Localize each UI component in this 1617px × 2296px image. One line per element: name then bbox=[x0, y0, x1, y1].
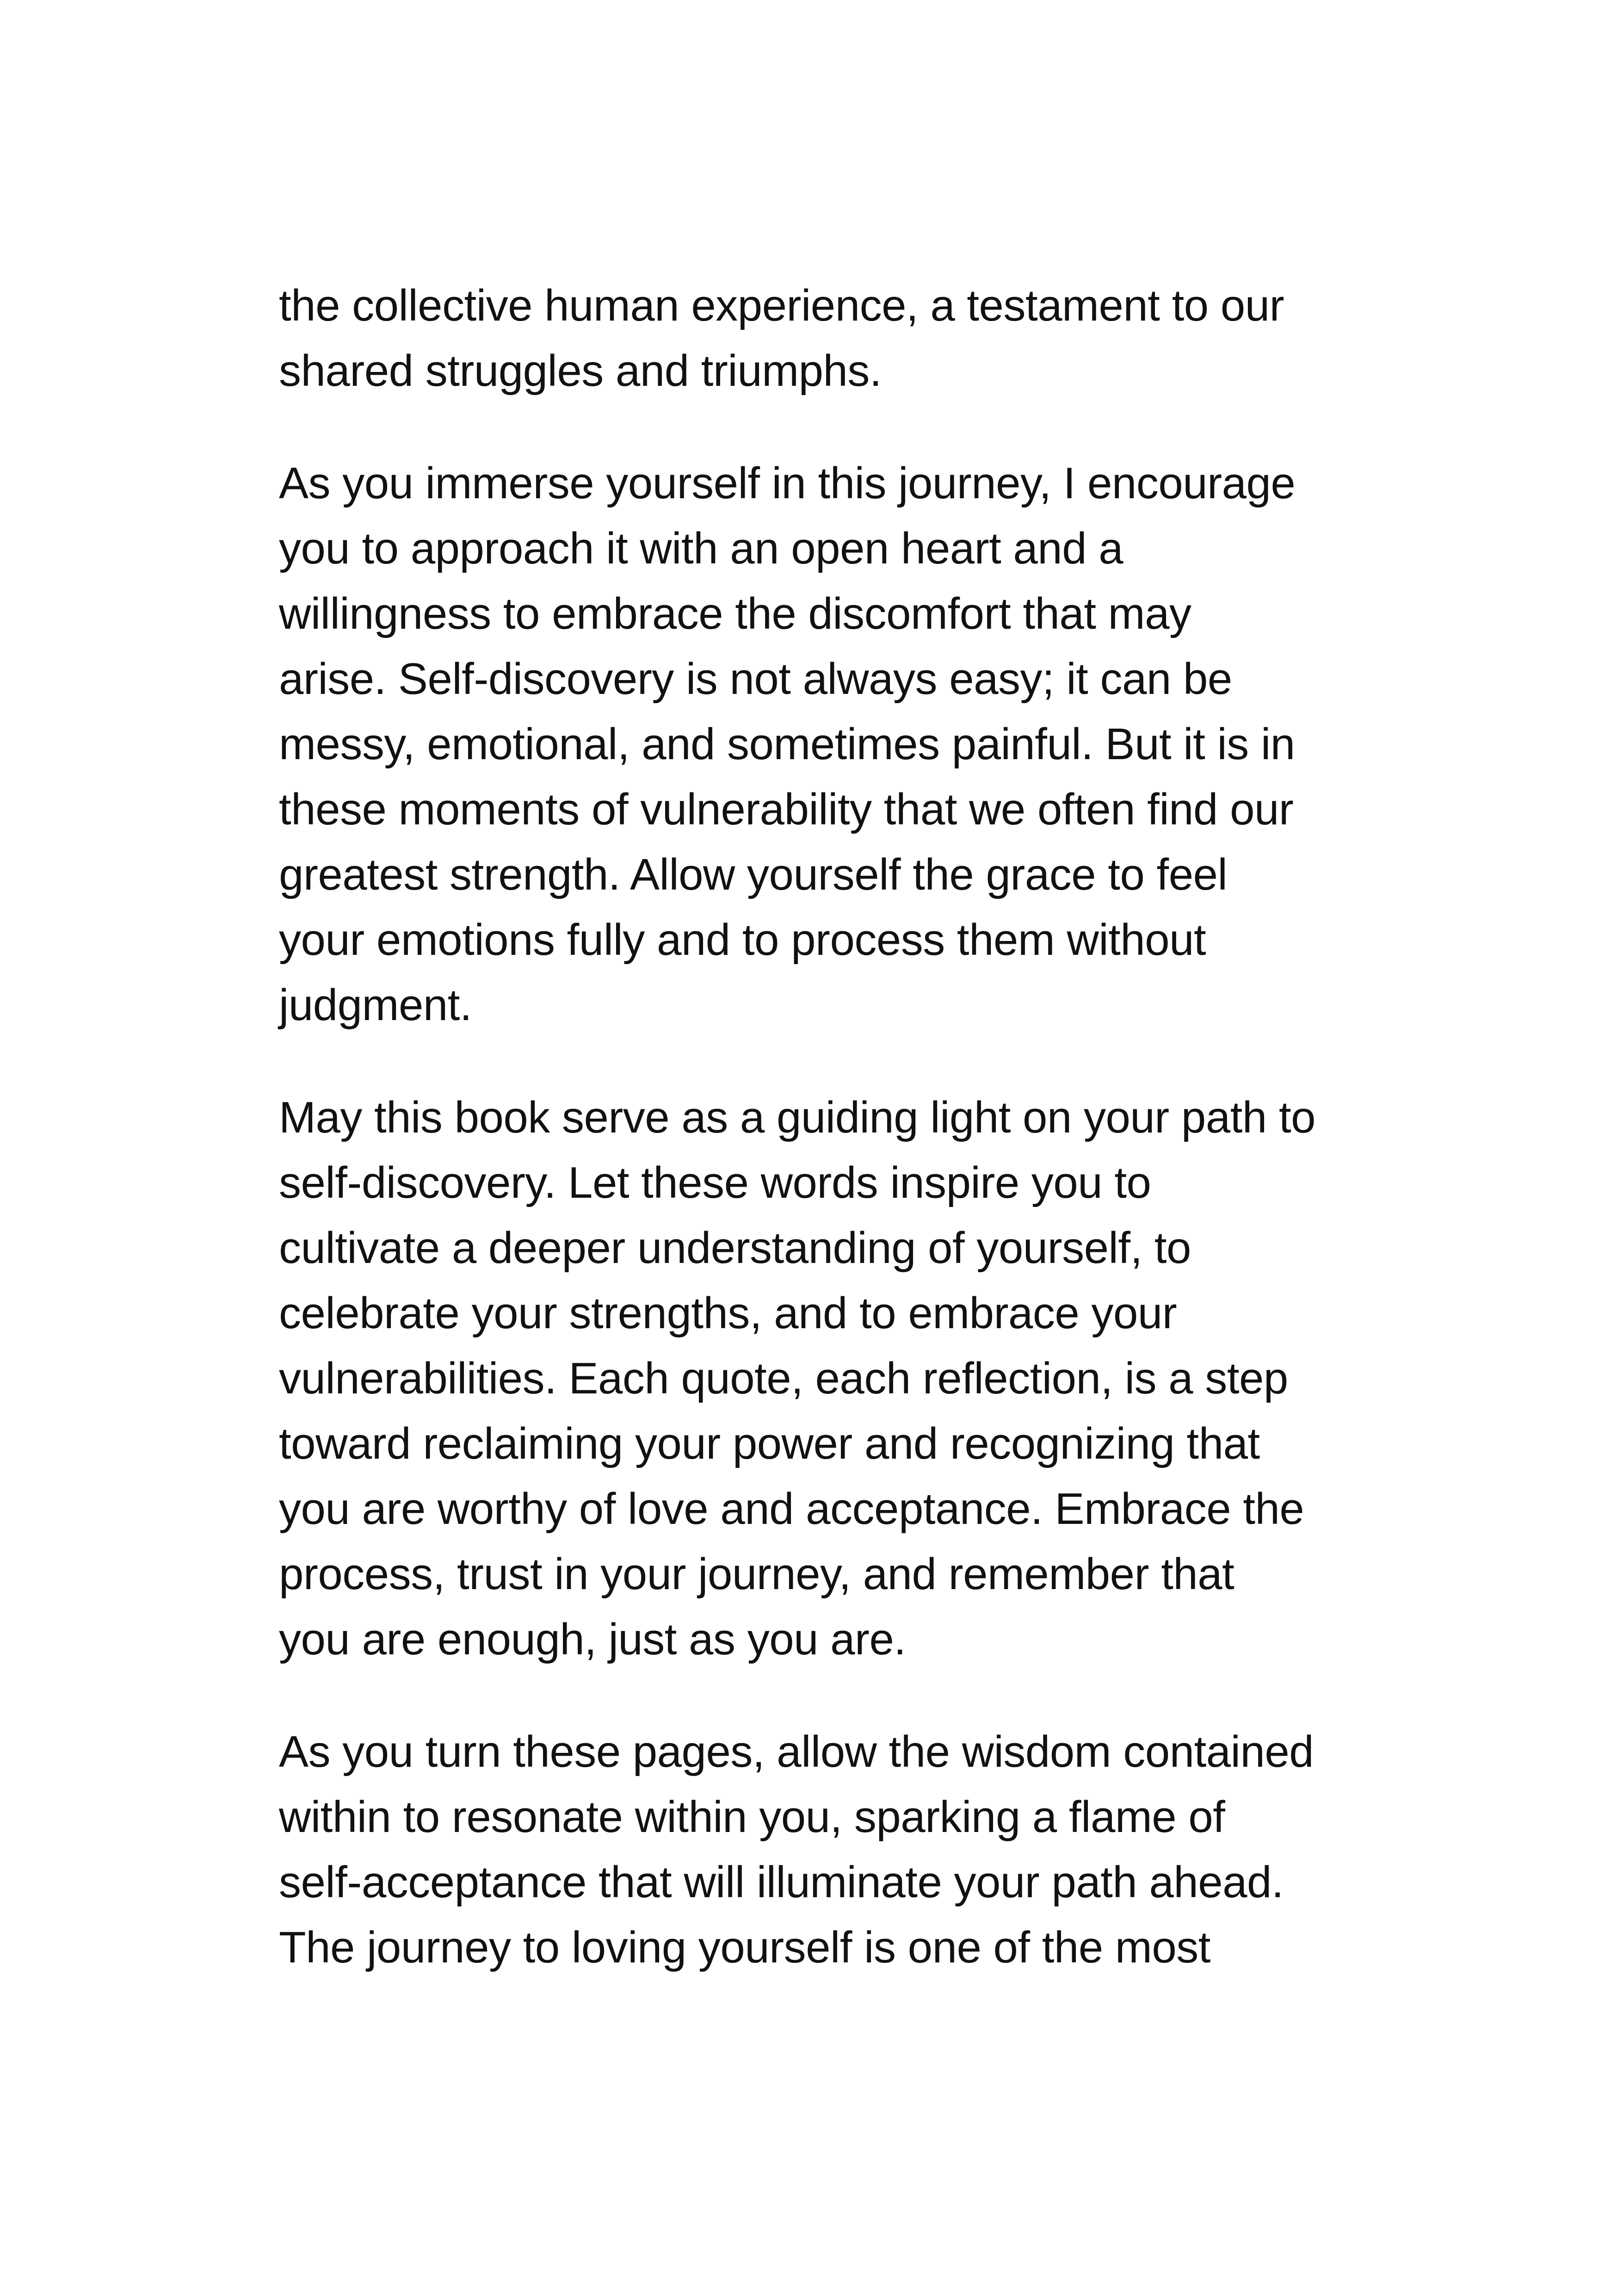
paragraph bbox=[279, 1719, 1361, 1980]
text-line: you are worthy of love and acceptance. Embrace the bbox=[279, 1484, 1304, 1534]
text-line: self-acceptance that will illuminate your path ahead. bbox=[279, 1857, 1284, 1907]
text-line: The journey to loving yourself is one of the most bbox=[279, 1923, 1210, 1972]
text-line: self-discovery. Let these words inspire you to bbox=[279, 1158, 1151, 1207]
text-line: within to resonate within you, sparking a flame of bbox=[279, 1792, 1225, 1842]
text-line: As you immerse yourself in this journey, I encourage bbox=[279, 458, 1296, 508]
text-line: these moments of vulnerability that we often find our bbox=[279, 785, 1294, 834]
paragraph bbox=[279, 273, 1361, 403]
text-line: As you turn these pages, allow the wisdom contained bbox=[279, 1727, 1314, 1776]
text-line: willingness to embrace the discomfort that may bbox=[279, 589, 1191, 638]
text-line: arise. Self-discovery is not always easy; it can be bbox=[279, 654, 1232, 704]
paragraph bbox=[279, 1085, 1361, 1672]
text-line: vulnerabilities. Each quote, each reflection, is a step bbox=[279, 1354, 1288, 1403]
text-line: May this book serve as a guiding light on your path to bbox=[279, 1093, 1315, 1142]
text-line: messy, emotional, and sometimes painful. But it is in bbox=[279, 719, 1295, 769]
text-line: shared struggles and triumphs. bbox=[279, 346, 882, 396]
text-line: judgment. bbox=[279, 980, 472, 1030]
paragraph bbox=[279, 451, 1361, 1038]
text-line: celebrate your strengths, and to embrace your bbox=[279, 1288, 1177, 1338]
text-line: process, trust in your journey, and remember that bbox=[279, 1549, 1234, 1599]
text-line: toward reclaiming your power and recognizing that bbox=[279, 1419, 1260, 1468]
text-line: greatest strength. Allow yourself the grace to feel bbox=[279, 850, 1228, 899]
text-line: you are enough, just as you are. bbox=[279, 1615, 906, 1664]
text-line: you to approach it with an open heart and a bbox=[279, 524, 1123, 573]
body-text bbox=[279, 273, 1361, 2027]
text-line: the collective human experience, a testament to our bbox=[279, 281, 1284, 330]
text-line: your emotions fully and to process them without bbox=[279, 915, 1206, 965]
text-line: cultivate a deeper understanding of yourself, to bbox=[279, 1223, 1191, 1273]
